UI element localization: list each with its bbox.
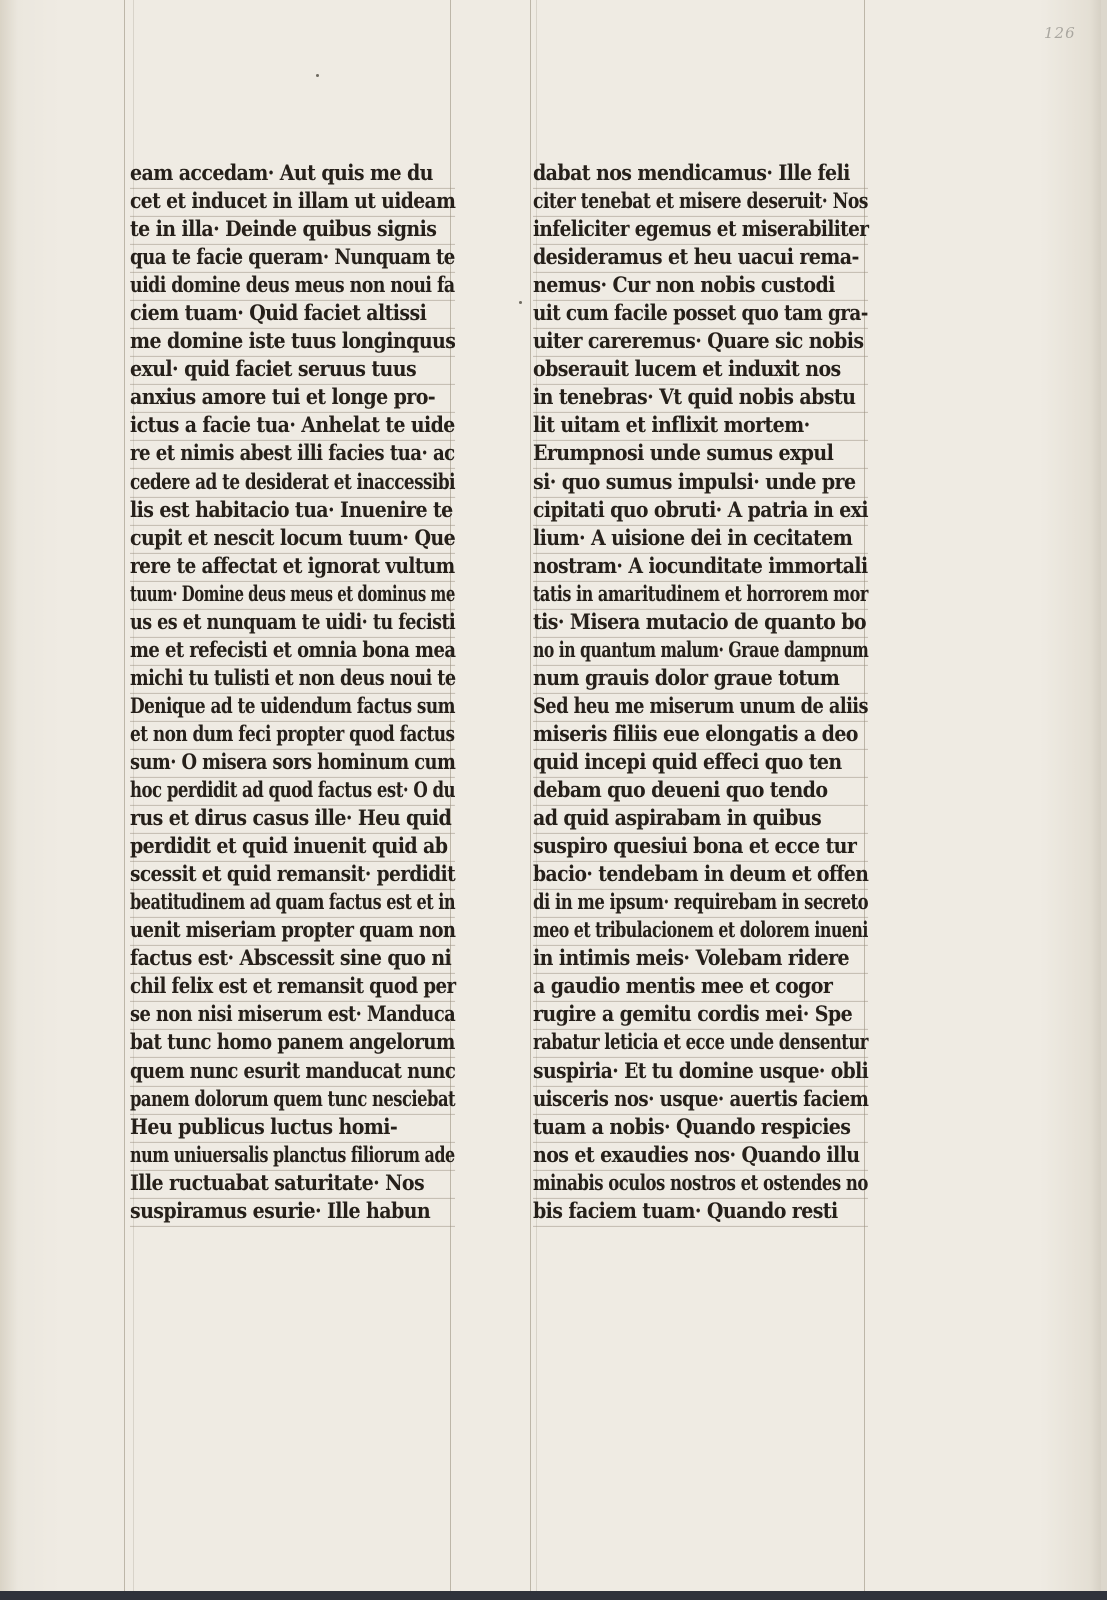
text-column-left bbox=[130, 160, 455, 1226]
text-line: me et refecisti et omnia bona mea bbox=[130, 634, 455, 665]
text-line: in tenebras· Vt quid nobis abstu bbox=[533, 382, 868, 413]
text-line: te in illa· Deinde quibus signis bbox=[130, 214, 455, 245]
text-line: obserauit lucem et induxit nos bbox=[533, 354, 868, 385]
text-line: uiter careremus· Quare sic nobis bbox=[533, 326, 868, 357]
text-line: nemus· Cur non nobis custodi bbox=[533, 270, 868, 301]
text-line: rugire a gemitu cordis mei· Spe bbox=[533, 999, 868, 1030]
text-line: miseris filiis eue elongatis a deo bbox=[533, 719, 868, 750]
text-line: suspiria· Et tu domine usque· obli bbox=[533, 1055, 868, 1086]
text-line: sum· O misera sors hominum cum bbox=[130, 747, 455, 778]
text-line: qua te facie queram· Nunquam te bbox=[130, 242, 455, 273]
text-line: perdidit et quid inuenit quid ab bbox=[130, 831, 455, 862]
text-line: ad quid aspirabam in quibus bbox=[533, 803, 868, 834]
text-line: tuum· Domine deus meus et dominus me bbox=[130, 578, 455, 609]
text-line: uit cum facile posset quo tam gra- bbox=[533, 298, 868, 329]
text-line: bis faciem tuam· Quando resti bbox=[533, 1195, 868, 1226]
text-column-right bbox=[533, 160, 868, 1226]
text-line: uidi domine deus meus non noui fa bbox=[130, 270, 455, 301]
text-line: di in me ipsum· requirebam in secreto bbox=[533, 887, 868, 918]
text-line: tatis in amaritudinem et horrorem mor bbox=[533, 578, 868, 609]
text-line: suspiro quesiui bona et ecce tur bbox=[533, 831, 868, 862]
text-line: tuam a nobis· Quando respicies bbox=[533, 1111, 868, 1142]
text-line: eam accedam· Aut quis me du bbox=[130, 158, 455, 189]
prick-mark bbox=[519, 301, 522, 304]
text-line: nostram· A iocunditate immortali bbox=[533, 550, 868, 581]
text-line: cipitati quo obruti· A patria in exi bbox=[533, 494, 868, 525]
text-line: in intimis meis· Volebam ridere bbox=[533, 943, 868, 974]
text-line: se non nisi miserum est· Manduca bbox=[130, 999, 455, 1030]
text-line: me domine iste tuus longinquus bbox=[130, 326, 455, 357]
text-line: rabatur leticia et ecce unde densentur bbox=[533, 1027, 868, 1058]
text-line: uenit miseriam propter quam non bbox=[130, 915, 455, 946]
text-line: panem dolorum quem tunc nesciebat bbox=[130, 1083, 455, 1114]
text-line: scessit et quid remansit· perdidit bbox=[130, 859, 455, 890]
text-line: si· quo sumus impulsi· unde pre bbox=[533, 466, 868, 497]
text-line: Ille ructuabat saturitate· Nos bbox=[130, 1167, 455, 1198]
text-line: cupit et nescit locum tuum· Que bbox=[130, 522, 455, 553]
text-line: cet et inducet in illam ut uideam bbox=[130, 186, 455, 217]
text-line: ictus a facie tua· Anhelat te uide bbox=[130, 410, 455, 441]
prick-mark bbox=[316, 74, 319, 77]
text-line: citer tenebat et misere deseruit· Nos bbox=[533, 186, 868, 217]
text-line: dabat nos mendicamus· Ille feli bbox=[533, 158, 868, 189]
text-line: lit uitam et inflixit mortem· bbox=[533, 410, 868, 441]
text-line: minabis oculos nostros et ostendes no bbox=[533, 1167, 868, 1198]
text-line: michi tu tulisti et non deus noui te bbox=[130, 662, 455, 693]
text-line: a gaudio mentis mee et cogor bbox=[533, 971, 868, 1002]
text-line: Heu publicus luctus homi- bbox=[130, 1111, 455, 1142]
text-line: lis est habitacio tua· Inuenire te bbox=[130, 494, 455, 525]
text-line: quid incepi quid effeci quo ten bbox=[533, 747, 868, 778]
text-line: rus et dirus casus ille· Heu quid bbox=[130, 803, 455, 834]
scan-background-strip bbox=[0, 1591, 1107, 1600]
text-line: bat tunc homo panem angelorum bbox=[130, 1027, 455, 1058]
text-line: anxius amore tui et longe pro- bbox=[130, 382, 455, 413]
text-line: num uniuersalis planctus filiorum ade bbox=[130, 1139, 455, 1170]
text-line: quem nunc esurit manducat nunc bbox=[130, 1055, 455, 1086]
text-line: num grauis dolor graue totum bbox=[533, 662, 868, 693]
text-line: cedere ad te desiderat et inaccessibi bbox=[130, 466, 455, 497]
text-line: no in quantum malum· Graue dampnum bbox=[533, 634, 868, 665]
text-line: beatitudinem ad quam factus est et in bbox=[130, 887, 455, 918]
text-line: exul· quid faciet seruus tuus bbox=[130, 354, 455, 385]
text-line: tis· Misera mutacio de quanto bo bbox=[533, 606, 868, 637]
text-line: suspiramus esurie· Ille habun bbox=[130, 1195, 455, 1226]
text-line: debam quo deueni quo tendo bbox=[533, 775, 868, 806]
text-line: et non dum feci propter quod factus bbox=[130, 719, 455, 750]
page-edge bbox=[1101, 0, 1107, 1600]
text-line: Erumpnosi unde sumus expul bbox=[533, 438, 868, 469]
text-line: re et nimis abest illi facies tua· ac bbox=[130, 438, 455, 469]
text-line: uisceris nos· usque· auertis faciem bbox=[533, 1083, 868, 1114]
text-line: Sed heu me miserum unum de aliis bbox=[533, 691, 868, 722]
text-line: meo et tribulacionem et dolorem inueni bbox=[533, 915, 868, 946]
text-line: infeliciter egemus et miserabiliter bbox=[533, 214, 868, 245]
ruling-line-left-outer bbox=[124, 0, 125, 1591]
text-line: bacio· tendebam in deum et offen bbox=[533, 859, 868, 890]
text-line: nos et exaudies nos· Quando illu bbox=[533, 1139, 868, 1170]
text-line: ciem tuam· Quid faciet altissi bbox=[130, 298, 455, 329]
text-line: chil felix est et remansit quod per bbox=[130, 971, 455, 1002]
folio-number: 126 bbox=[1044, 24, 1076, 42]
text-line: rere te affectat et ignorat vultum bbox=[130, 550, 455, 581]
text-line: Denique ad te uidendum factus sum bbox=[130, 691, 455, 722]
text-line: hoc perdidit ad quod factus est· O du bbox=[130, 775, 455, 806]
text-line: desideramus et heu uacui rema- bbox=[533, 242, 868, 273]
text-line: lium· A uisione dei in cecitatem bbox=[533, 522, 868, 553]
text-line: factus est· Abscessit sine quo ni bbox=[130, 943, 455, 974]
ruling-line-right-outer bbox=[530, 0, 531, 1591]
text-line: us es et nunquam te uidi· tu fecisti bbox=[130, 606, 455, 637]
